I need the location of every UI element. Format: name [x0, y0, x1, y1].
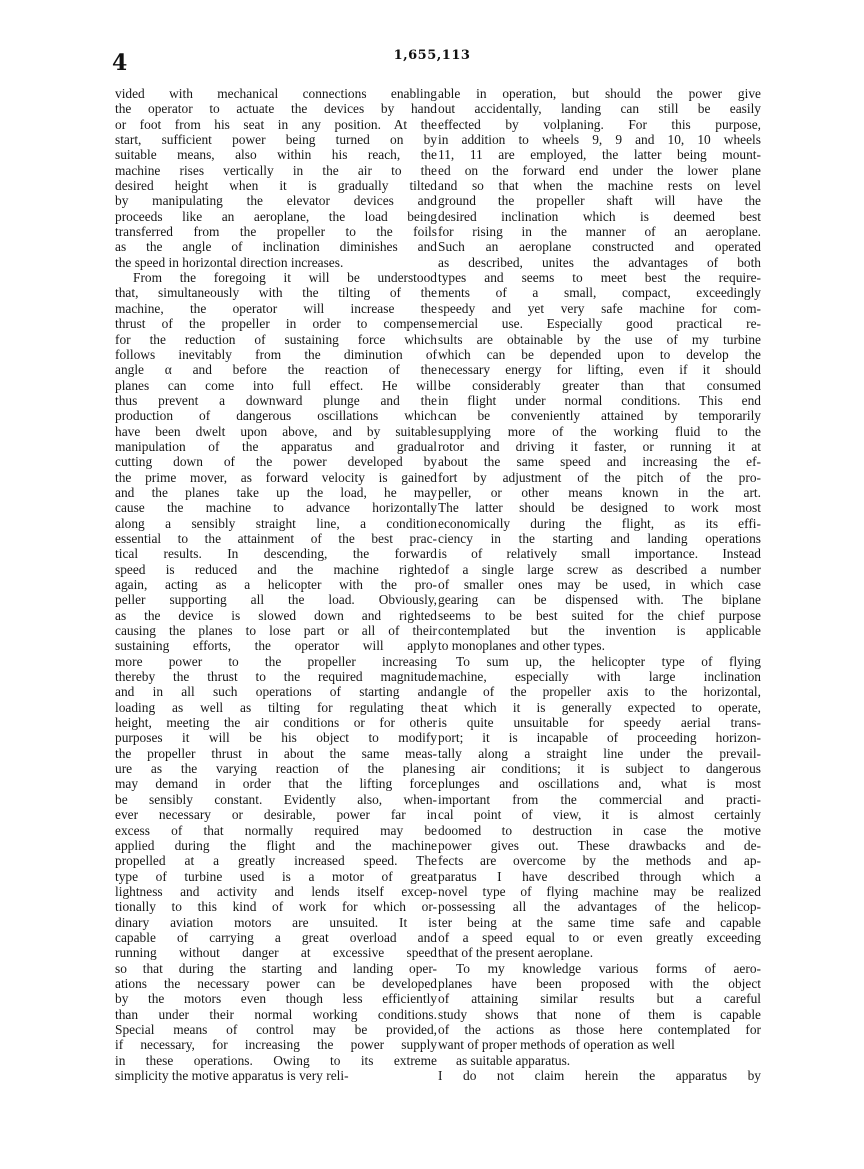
- text-line: ations the necessary power can be developed: [115, 975, 437, 991]
- text-line: start, sufficient power being turned on by: [115, 132, 437, 148]
- text-line: cal point of view, it is almost certainly: [438, 807, 761, 823]
- text-line: cutting down of the power developed by: [115, 454, 437, 470]
- text-line: the propeller thrust in about the same meas-: [115, 745, 437, 761]
- text-line: more power to the propeller increasing: [115, 653, 437, 669]
- text-line: To sum up, the helicopter type of flying: [456, 653, 761, 669]
- text-line: type of turbine used is a motor of great: [115, 868, 437, 884]
- text-line: and the planes take up the load, he may: [115, 484, 437, 500]
- text-line: ciency in the starting and landing operations: [438, 530, 761, 546]
- text-line: fects are overcome by the methods and ap-: [438, 853, 761, 869]
- text-line: tionally to this kind of work for which or-: [115, 899, 437, 915]
- text-line: doomed to destruction in case the motive: [438, 822, 761, 838]
- text-line: gearing can be dispensed with. The biplane: [438, 592, 761, 608]
- text-line: height, meeting the air conditions or for other: [115, 715, 437, 731]
- text-line: transferred from the propeller to the foils: [115, 224, 437, 240]
- text-line: out accidentally, landing can still be easily: [438, 101, 761, 117]
- text-line: ground the propeller shaft will have the: [438, 193, 761, 209]
- text-line: in flight under normal conditions. This end: [438, 392, 761, 408]
- text-line: thrust of the propeller in order to compense: [115, 316, 437, 332]
- text-line: want of proper methods of operation as well: [438, 1037, 675, 1053]
- text-line: effected by volplaning. For this purpose,: [438, 116, 761, 132]
- text-line: and in all such operations of starting and: [115, 684, 437, 700]
- text-line: angle α and before the reaction of the: [115, 362, 437, 378]
- text-line: is quite unsuitable for speedy aerial trans-: [438, 715, 761, 731]
- text-line: plunges and oscillations and, what is most: [438, 776, 761, 792]
- text-line: purposes it will be his object to modify: [115, 730, 437, 746]
- patent-number: 1,655,113: [393, 48, 471, 63]
- text-line: capable of carrying a great overload and: [115, 929, 437, 945]
- text-line: which can be depended upon to develop the: [438, 346, 761, 362]
- text-line: I do not claim herein the apparatus by: [438, 1068, 761, 1083]
- text-line: peller, or other means known in the art.: [438, 484, 761, 500]
- text-line: supplying more of the working fluid to the: [438, 423, 761, 439]
- text-line: follows inevitably from the diminution of: [115, 346, 437, 362]
- text-line: thereby the thrust to the required magnitude: [115, 669, 437, 685]
- text-line: tical results. In descending, the forward: [115, 546, 437, 562]
- text-line: speed is reduced and the machine righted: [115, 561, 437, 577]
- text-line: able in operation, but should the power give: [438, 86, 761, 101]
- text-line: ed on the forward end under the lower plane: [438, 162, 761, 178]
- text-line: than under their normal working conditions.: [115, 1006, 437, 1022]
- text-line: for the reduction of sustaining force which: [115, 331, 437, 347]
- text-line: have been dwelt upon above, and by suitable: [115, 423, 437, 439]
- text-line: machine rises vertically in the air to the: [115, 162, 437, 178]
- text-line: ments of a small, compact, exceedingly: [438, 285, 761, 301]
- text-line: for rising in the manner of an aeroplane.: [438, 224, 761, 240]
- text-line: sults are obtainable by the use of my turbine: [438, 331, 761, 347]
- text-line: that, simultaneously with the tilting of the: [115, 285, 437, 301]
- text-line: of attaining similar results but a careful: [438, 991, 761, 1007]
- text-line: of a speed equal to or even greatly exceeding: [438, 929, 761, 945]
- text-line: possessing all the advantages of the helicop-: [438, 899, 761, 915]
- text-line: vided with mechanical connections enabling: [115, 86, 437, 101]
- text-line: 11, 11 are employed, the latter being mount-: [438, 147, 761, 163]
- text-line: causing the planes to lose part or all of their: [115, 623, 437, 639]
- text-line: machine, the operator will increase the: [115, 300, 437, 316]
- text-line: be sensibly constant. Evidently also, when-: [115, 791, 437, 807]
- text-line: Special means of control may be provided,: [115, 1021, 437, 1037]
- text-line: can be conveniently attained by temporarily: [438, 408, 761, 424]
- text-line: to monoplanes and other types.: [438, 638, 605, 654]
- text-line: To my knowledge various forms of aero-: [456, 960, 761, 976]
- text-line: desired inclination which is deemed best: [438, 208, 761, 224]
- text-line: novel type of flying machine may be realized: [438, 883, 761, 899]
- text-line: thus prevent a downward plunge and the: [115, 392, 437, 408]
- text-line: ever necessary or desirable, power far in: [115, 807, 437, 823]
- text-line: in addition to wheels 9, 9 and 10, 10 wheels: [438, 132, 761, 148]
- text-line: angle of the propeller axis to the horizontal,: [438, 684, 761, 700]
- text-line: port; it is incapable of proceeding horizon-: [438, 730, 761, 746]
- text-line: study shows that none of them is capable: [438, 1006, 761, 1022]
- text-line: From the foregoing it will be understood: [133, 270, 437, 286]
- text-line: again, acting as a helicopter with the pro-: [115, 577, 437, 592]
- text-line: if necessary, for increasing the power supply: [115, 1037, 437, 1053]
- text-line: production of dangerous oscillations which: [115, 408, 437, 424]
- text-line: ter being at the same time safe and capable: [438, 914, 761, 930]
- text-line: proceeds like an aeroplane, the load being: [115, 208, 437, 224]
- text-line: the speed in horizontal direction increases.: [115, 254, 344, 270]
- text-line: speedy and yet very safe machine for com-: [438, 300, 761, 316]
- text-line: propelled at a greatly increased speed. The: [115, 853, 437, 869]
- text-line: important from the commercial and practi-: [438, 791, 761, 807]
- text-line: that of the present aeroplane.: [438, 945, 594, 961]
- text-line: so that during the starting and landing oper-: [115, 960, 437, 976]
- text-line: desired height when it is gradually tilted: [115, 178, 437, 194]
- text-line: along a sensibly straight line, a condition: [115, 515, 437, 531]
- text-line: tally along a straight line under the prevail-: [438, 745, 761, 761]
- text-line: the prime mover, as forward velocity is gained: [115, 469, 437, 485]
- text-line: of the actions as those here contemplated for: [438, 1021, 761, 1037]
- text-line: running without danger at excessive speed: [115, 945, 437, 961]
- right-text-column: [438, 86, 761, 1146]
- text-line: lightness and activity and lends itself excep-: [115, 883, 437, 899]
- text-line: planes can come into full effect. He will: [115, 377, 437, 393]
- text-line: loading as well as tilting for regulating the: [115, 699, 437, 715]
- text-line: sustaining efforts, the operator will apply: [115, 638, 437, 654]
- left-text-column: [115, 86, 437, 1146]
- text-line: as suitable apparatus.: [456, 1052, 571, 1068]
- text-line: economically during the flight, as its effi-: [438, 515, 761, 531]
- text-line: as the angle of inclination diminishes and: [115, 239, 437, 255]
- text-line: applied during the flight and the machine: [115, 837, 437, 853]
- text-line: or foot from his seat in any position. At the: [115, 116, 437, 132]
- text-line: planes have been proposed with the object: [438, 975, 761, 991]
- text-line: as the device is slowed down and righted: [115, 607, 437, 623]
- text-line: fort by adjustment of the pitch of the pro-: [438, 469, 761, 485]
- text-line: by the motors even though less efficiently: [115, 991, 437, 1007]
- text-line: types and seems to meet best the require-: [438, 270, 761, 286]
- text-line: suitable means, also within his reach, the: [115, 147, 437, 163]
- text-line: The latter should be designed to work most: [438, 500, 761, 516]
- text-line: rotor and driving it faster, or running it at: [438, 438, 761, 454]
- text-line: ing air conditions; it is subject to dangerous: [438, 761, 761, 777]
- text-line: ure as the varying reaction of the planes: [115, 761, 437, 777]
- text-line: Such an aeroplane constructed and operated: [438, 239, 761, 255]
- text-line: excess of that normally required may be: [115, 822, 437, 838]
- text-line: peller supporting all the load. Obviously,: [115, 592, 437, 608]
- text-line: at which it is generally expected to operate,: [438, 699, 761, 715]
- text-line: and so that when the machine rests on level: [438, 178, 761, 194]
- text-line: about the same speed and increasing the ef-: [438, 454, 761, 470]
- text-line: essential to the attainment of the best prac-: [115, 530, 437, 546]
- text-line: is of relatively small importance. Instead: [438, 546, 761, 562]
- text-line: in these operations. Owing to its extreme: [115, 1052, 437, 1068]
- text-line: by manipulating the elevator devices and: [115, 193, 437, 209]
- text-line: machine, especially with large inclination: [438, 669, 761, 685]
- text-line: may demand in order that the lifting force: [115, 776, 437, 792]
- text-line: of a single large screw as described a number: [438, 561, 761, 577]
- text-line: seems to be best suited for the chief purpose: [438, 607, 761, 623]
- text-line: as described, unites the advantages of both: [438, 254, 761, 270]
- text-line: manipulation of the apparatus and gradual: [115, 438, 437, 454]
- text-line: paratus I have described through which a: [438, 868, 761, 884]
- text-line: the operator to actuate the devices by hand: [115, 101, 437, 117]
- text-line: simplicity the motive apparatus is very reli-: [115, 1068, 349, 1083]
- text-line: of smaller ones may be used, in which case: [438, 577, 761, 592]
- text-line: contemplated but the invention is applicable: [438, 623, 761, 639]
- text-line: cause the machine to advance horizontally: [115, 500, 437, 516]
- text-line: mercial use. Especially good practical re-: [438, 316, 761, 332]
- text-line: power gives out. These drawbacks and de-: [438, 837, 761, 853]
- page-number: 4: [112, 50, 128, 76]
- text-line: dinary aviation motors are unsuited. It is: [115, 914, 437, 930]
- text-line: necessary energy for lifting, even if it should: [438, 362, 761, 378]
- text-line: be considerably greater than that consumed: [438, 377, 761, 393]
